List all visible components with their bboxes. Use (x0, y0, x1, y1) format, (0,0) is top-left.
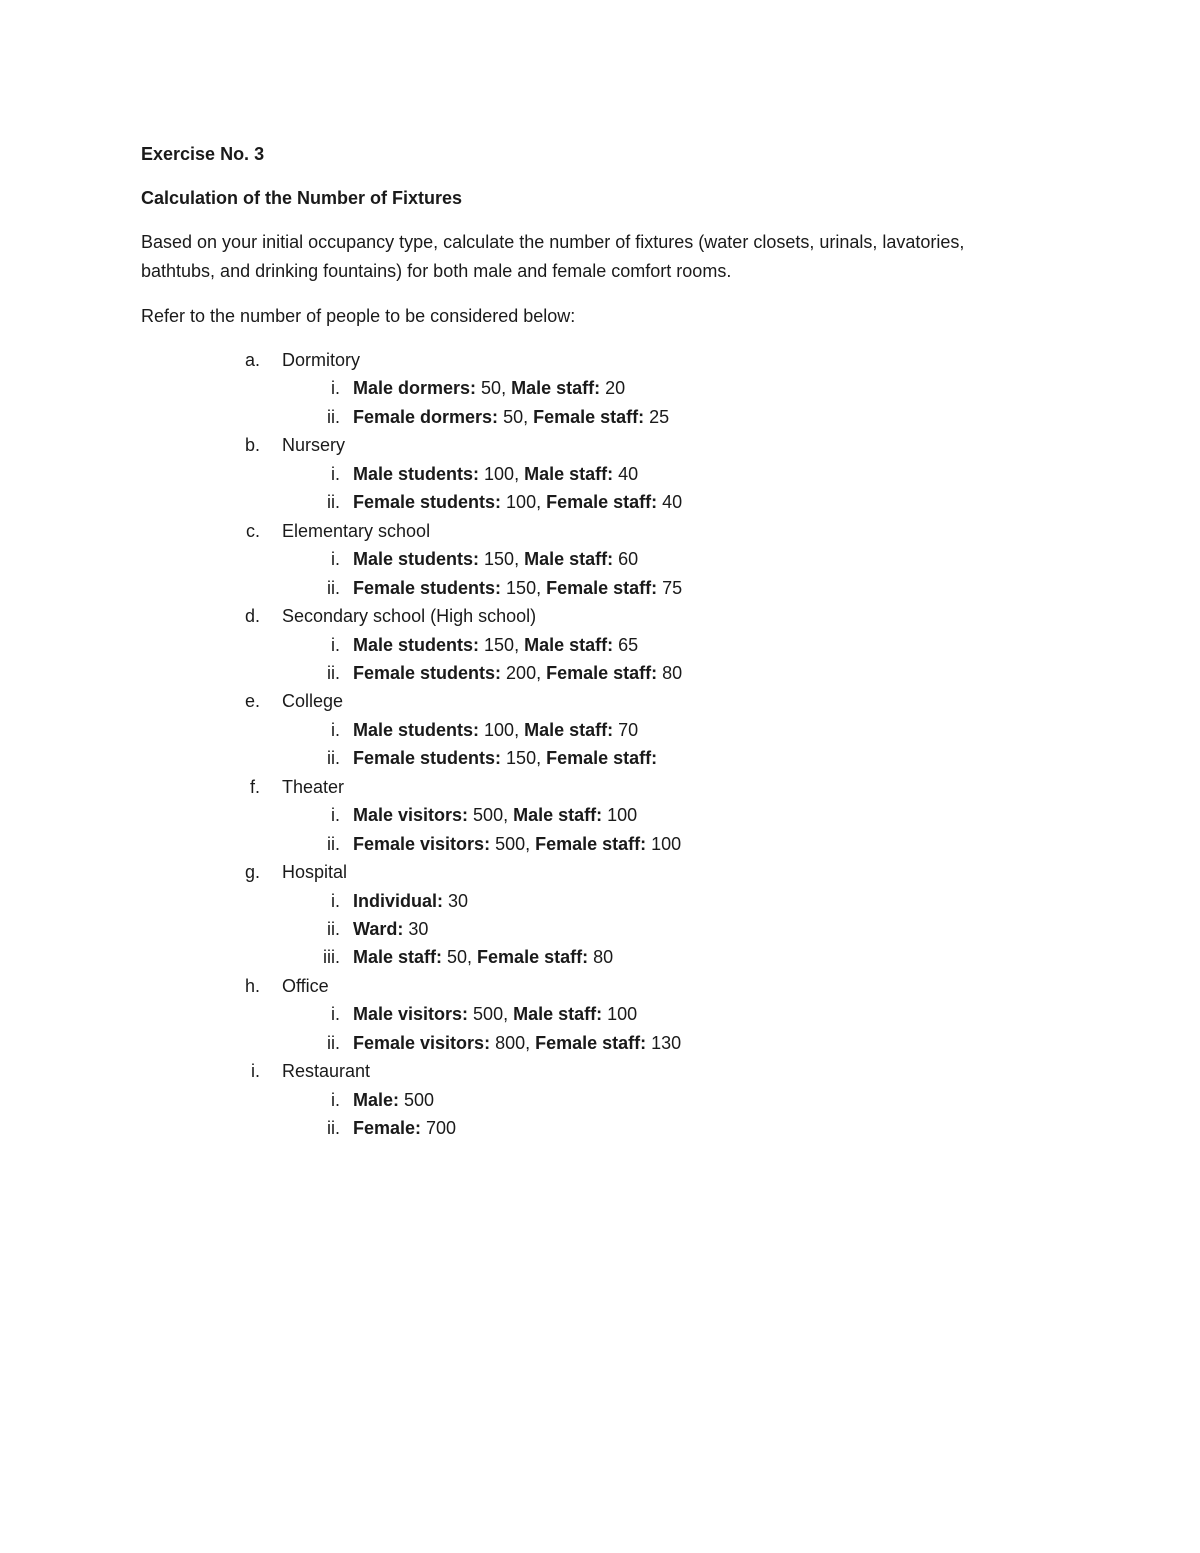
item-marker: i. (331, 719, 340, 740)
item-value: 500, (490, 833, 536, 854)
item-marker: ii. (327, 662, 340, 683)
item-marker: ii. (327, 919, 340, 939)
item-value: 700 (421, 1118, 457, 1139)
item-key: Female staff: (546, 662, 658, 683)
item-key: Female students: (353, 577, 502, 598)
item-value: 50, (476, 378, 512, 399)
category-marker: d. (244, 606, 260, 627)
item-key: Female students: (353, 748, 502, 769)
item-key: Female staff: (477, 947, 589, 968)
item-marker: ii. (327, 577, 340, 598)
category-label: Office (282, 975, 329, 996)
item-value: 150, (501, 577, 547, 598)
category-marker: g. (244, 862, 260, 883)
item-key: Female dormers: (353, 406, 499, 427)
item-value: 150, (501, 748, 547, 769)
item-key: Male staff: (524, 549, 614, 570)
category-label: Dormitory (282, 350, 361, 370)
item-value: 100, (479, 719, 525, 740)
section-title: Calculation of the Number of Fixtures (141, 188, 463, 208)
intro-paragraph-line-2: bathtubs, and drinking fountains) for both male and female comfort rooms. (141, 261, 732, 281)
item-text (353, 719, 638, 741)
item-key: Male staff: (511, 378, 601, 399)
item-marker: ii. (327, 1032, 340, 1053)
item-value: 65 (613, 634, 639, 655)
item-key: Male staff: (513, 1004, 603, 1025)
item-value: 20 (600, 378, 626, 399)
item-key: Male students: (353, 549, 480, 570)
item-value: 40 (657, 492, 683, 513)
item-marker: i. (331, 634, 340, 655)
item-value: 100, (479, 463, 525, 484)
item-text (353, 946, 613, 968)
item-marker: ii. (327, 833, 340, 854)
item-key: Male students: (353, 719, 480, 740)
category-label: College (282, 691, 344, 712)
item-marker: i. (331, 463, 340, 484)
item-key: Female visitors: (353, 1032, 491, 1053)
item-key: Female: (353, 1118, 422, 1139)
refer-instruction: Refer to the number of people to be considered below: (141, 306, 576, 326)
item-value: 500, (468, 1004, 514, 1025)
item-text (353, 463, 638, 485)
item-marker: i. (331, 805, 340, 826)
category-label: Theater (282, 776, 345, 797)
item-value: 500, (468, 805, 514, 826)
item-key: Male visitors: (353, 1004, 469, 1025)
item-text (353, 1003, 637, 1025)
item-key: Female staff: (546, 577, 658, 598)
item-text (353, 804, 637, 826)
item-value: 150, (479, 634, 525, 655)
item-key: Individual: (353, 890, 443, 911)
item-key: Female students: (353, 662, 502, 683)
item-value: 130 (646, 1032, 682, 1053)
category-label: Hospital (282, 862, 348, 883)
item-value: 100, (501, 492, 547, 513)
item-marker: ii. (327, 492, 340, 513)
item-marker: ii. (327, 748, 340, 769)
item-value: 40 (613, 463, 639, 484)
item-text (353, 890, 468, 912)
item-marker: i. (331, 890, 340, 911)
category-label: Nursery (282, 435, 346, 456)
intro-paragraph-line-1: Based on your initial occupancy type, calculate the number of fixtures (water closets, urinals, lavatories, (141, 232, 965, 252)
item-text (353, 548, 638, 570)
item-key: Female staff: (535, 833, 647, 854)
item-key: Male staff: (353, 947, 443, 968)
item-text (353, 1117, 456, 1139)
item-key: Female staff: (535, 1032, 647, 1053)
item-text (353, 747, 657, 769)
item-value: 200, (501, 662, 547, 683)
item-key: Male staff: (524, 634, 614, 655)
item-value: 60 (613, 549, 639, 570)
item-key: Male staff: (513, 805, 603, 826)
item-value: 30 (443, 890, 469, 911)
item-value: 75 (657, 577, 683, 598)
category-label: Secondary school (High school) (282, 606, 537, 627)
item-key: Ward: (353, 919, 404, 939)
item-text (353, 491, 682, 513)
item-value: 500 (399, 1089, 435, 1110)
item-value: 25 (644, 406, 670, 427)
item-marker: i. (331, 549, 340, 570)
category-label: Restaurant (282, 1061, 371, 1082)
item-key: Female staff: (546, 492, 658, 513)
category-marker: e. (244, 691, 260, 712)
item-key: Female staff: (546, 748, 658, 769)
item-text (353, 1089, 434, 1111)
item-text (353, 577, 682, 599)
item-value: 70 (613, 719, 639, 740)
item-value: 50, (498, 406, 534, 427)
category-label: Elementary school (282, 520, 431, 541)
item-key: Male: (353, 1089, 400, 1110)
item-value: 80 (657, 662, 683, 683)
exercise-title: Exercise No. 3 (141, 144, 265, 164)
item-marker: i. (331, 378, 340, 399)
item-marker: i. (331, 1089, 340, 1110)
item-text (353, 833, 681, 855)
item-value: 800, (490, 1032, 536, 1053)
item-value: 100 (602, 1004, 638, 1025)
item-value: 80 (588, 947, 614, 968)
item-text (353, 662, 682, 684)
item-key: Male visitors: (353, 805, 469, 826)
item-key: Female students: (353, 492, 502, 513)
item-key: Male dormers: (353, 378, 477, 399)
item-text (353, 377, 625, 399)
item-key: Male students: (353, 634, 480, 655)
item-marker: ii. (327, 1118, 340, 1139)
item-value: 50, (442, 947, 478, 968)
item-key: Male staff: (524, 463, 614, 484)
item-key: Male staff: (524, 719, 614, 740)
item-marker: i. (331, 1004, 340, 1025)
category-marker: a. (244, 350, 260, 370)
item-key: Male students: (353, 463, 480, 484)
item-key: Female staff: (533, 406, 645, 427)
item-text (353, 634, 638, 656)
item-text (353, 1032, 681, 1054)
item-value: 100 (602, 805, 638, 826)
item-marker: iii. (323, 947, 340, 968)
category-marker: b. (244, 435, 260, 456)
category-marker: h. (244, 975, 260, 996)
item-text (353, 406, 669, 428)
item-value: 100 (646, 833, 682, 854)
item-text (353, 918, 428, 940)
item-value: 30 (403, 919, 429, 939)
item-value: 150, (479, 549, 525, 570)
item-marker: ii. (327, 406, 340, 427)
category-marker: c. (245, 520, 260, 541)
category-marker: i. (251, 1061, 260, 1082)
category-marker: f. (249, 776, 260, 797)
item-key: Female visitors: (353, 833, 491, 854)
